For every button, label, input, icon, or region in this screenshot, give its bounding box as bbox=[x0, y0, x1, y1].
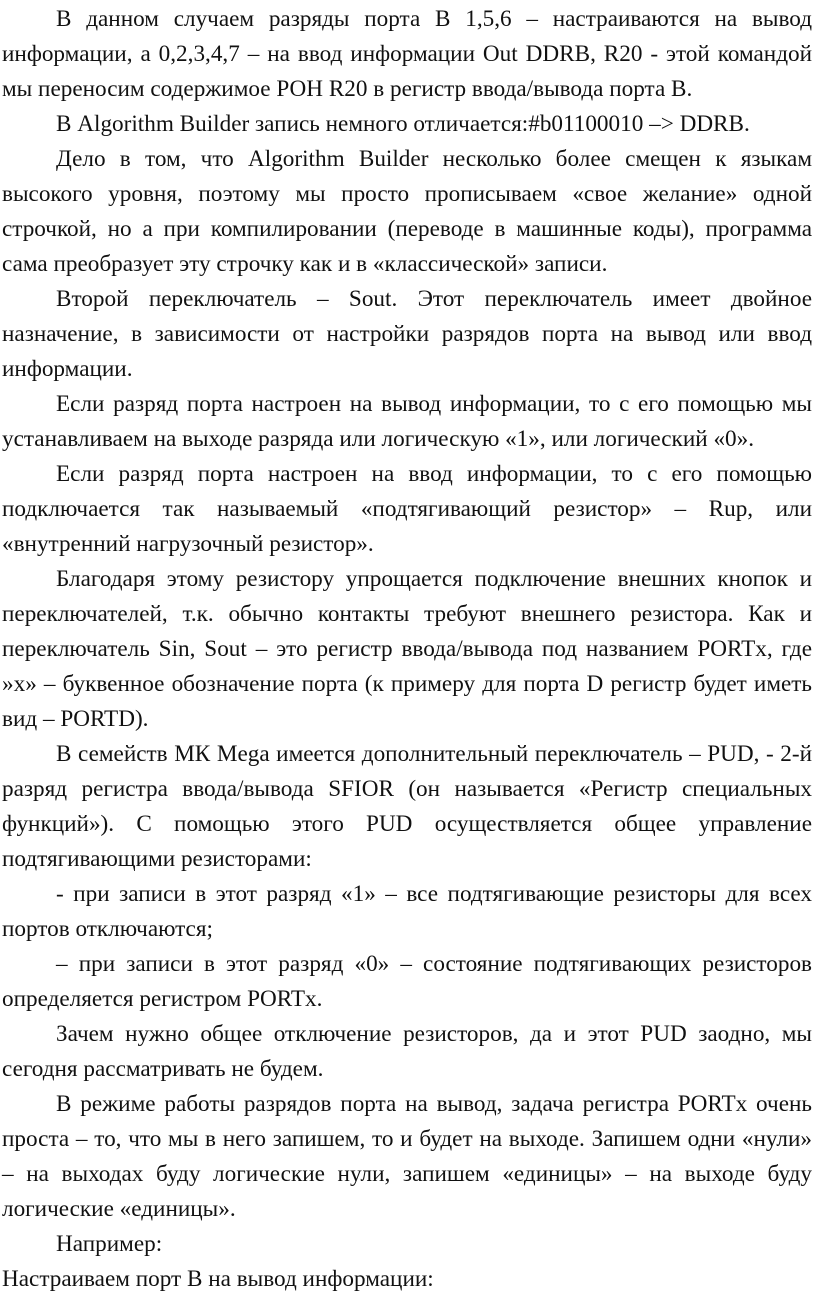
paragraph-pud-zero: – при записи в этот разряд «0» – состояние подтягивающих резисторов определяется регистром PORTx. bbox=[2, 951, 812, 1012]
paragraph-portx-register: Благодаря этому резистору упрощается подключение внешних кнопок и переключателей, т.к. обычно контакты требуют внешнего резистора. Как и переключатель Sin, Sout – это регистр ввода/вывода под названием PORTx, где »х» – буквенное обозначение порта (к примеру для порта D регистр будет иметь вид – PORTD). bbox=[2, 566, 812, 732]
paragraph-ddrb-config: В данном случаем разряды порта В 1,5,6 – настраиваются на вывод информации, а 0,2,3,4,7 – на ввод информации Out DDRB, R20 - этой командой мы переносим содержимое РОН R20 в регистр ввода/вывода порта В. bbox=[2, 6, 812, 102]
paragraph-sout-switch: Второй переключатель – Sout. Этот переключатель имеет двойное назначение, в зависимости от настройки разрядов порта на вывод или ввод информации. bbox=[2, 286, 812, 382]
paragraph-input-mode-pullup: Если разряд порта настроен на ввод информации, то с его помощью подключается так называемый «подтягивающий резистор» – Rup, или «внутренний нагрузочный резистор». bbox=[2, 461, 812, 557]
paragraph-pud-switch: В семейств МК Mega имеется дополнительный переключатель – PUD, - 2-й разряд регистра ввода/вывода SFIOR (он называется «Регистр специальных функций»). С помощью этого PUD осуществляется общее управление подтягивающими резисторами: bbox=[2, 741, 812, 872]
paragraph-algorithm-builder-syntax: В Algorithm Builder запись немного отличается:#b01100010 –> DDRB. bbox=[56, 111, 750, 137]
paragraph-high-level-language: Дело в том, что Algorithm Builder несколько более смещен к языкам высокого уровня, поэтому мы просто прописываем «свое желание» одной строчкой, но а при компилировании (переводе в машинные коды), программа сама преобразует эту строчку как и в «классической» записи. bbox=[2, 146, 812, 277]
paragraph-configure-port-b: Настраиваем порт В на вывод информации: bbox=[2, 1266, 434, 1292]
paragraph-example-label: Например: bbox=[56, 1231, 163, 1257]
paragraph-pud-one: - при записи в этот разряд «1» – все подтягивающие резисторы для всех портов отключаются; bbox=[2, 881, 812, 942]
paragraph-output-portx: В режиме работы разрядов порта на вывод, задача регистра PORTx очень проста – то, что мы в него запишем, то и будет на выходе. Запишем одни «нули» – на выходах буду логические нули, запишем «единицы» – на выходе буду логические «единицы». bbox=[2, 1091, 812, 1222]
paragraph-pud-skip: Зачем нужно общее отключение резисторов, да и этот PUD заодно, мы сегодня рассматривать не будем. bbox=[2, 1021, 812, 1082]
paragraph-output-mode: Если разряд порта настроен на вывод информации, то с его помощью мы устанавливаем на выходе разряда или логическую «1», или логический «0». bbox=[2, 391, 812, 452]
